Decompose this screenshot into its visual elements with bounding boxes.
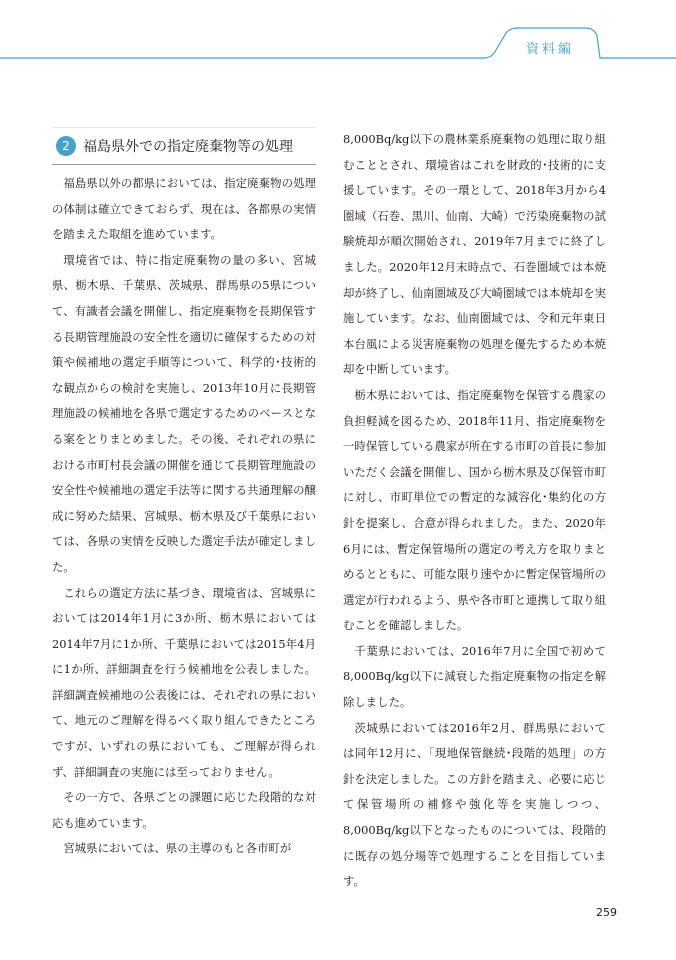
paragraph: 8,000Bq/kg以下の農林業系廃棄物の処理に取り組むこととされ、環境省はこれを財政的･技術的に支援しています。その一環として、2018年3月から4圏域（石巻、黒川、仙南、大崎）で汚染廃棄物の試験焼却が順次開始され、2019年7月までに終了しました。2020年12月末時点で、石巻圏域では本焼却が終了し、仙南圏域及び大崎圏域では本焼却を実施しています。なお、仙南圏域では、令和元年東日本台風による災害廃棄物の処理を優先するため本焼却を中断しています。	[343, 132, 606, 377]
section-title: 福島県外での指定廃棄物等の処理	[83, 139, 293, 155]
section-tab-label: 資料編	[525, 42, 574, 57]
page-number: 259	[596, 906, 617, 919]
header-tab-frame	[0, 0, 676, 70]
paragraph: その一方で、各県ごとの課題に応じた段階的な対応も進めています。	[52, 790, 316, 830]
right-column	[343, 127, 606, 895]
paragraph: 栃木県においては、指定廃棄物を保管する農家の負担軽減を図るため、2018年11月、指定廃棄物を一時保管している農家が所在する市町の首長に参加いただく会議を開催し、国から栃木県及び保管市町に対し、市町単位での暫定的な減容化･集約化の方針を提案し、合意が得られました。また、2020年6月には、暫定保管場所の選定の考え方を取りまとめるとともに、可能な限り速やかに暫定保管場所の選定が行われるよう、県や各市町と連携して取り組むことを確認しました。	[343, 387, 606, 633]
left-column	[52, 127, 316, 862]
paragraph: 千葉県においては、2016年7月に全国で初めて8,000Bq/kg以下に減衰した指定廃棄物の指定を解除しました。	[343, 643, 606, 710]
section-heading	[52, 127, 316, 165]
paragraph: 環境省では、特に指定廃棄物の量の多い、宮城県、栃木県、千葉県、茨城県、群馬県の5県について、有識者会議を開催し、指定廃棄物を長期保管する長期管理施設の安全性を適切に確保するための対策や候補地の選定手順等について、科学的･技術的な観点からの検討を実施し、2013年10月に長期管理施設の候補地を各県で選定するためのベースとなる案をとりまとめました。その後、それぞれの県における市町村長会議の開催を通じて長期管理施設の安全性や候補地の選定手法等に関する共通理解の醸成に努めた結果、宮城県、栃木県及び千葉県においては、各県の実情を反映した選定手法が確定しました。	[52, 252, 316, 574]
paragraph: これらの選定方法に基づき、環境省は、宮城県においては2014年1月に3か所、栃木県においては2014年7月に1か所、千葉県においては2015年4月に1か所、詳細調査を行う候補地を公表しました。詳細調査候補地の公表後には、それぞれの県において、地元のご理解を得るべく取り組んできたところですが、いずれの県においても、ご理解が得られず、詳細調査の実施には至っておりません。	[52, 585, 316, 779]
paragraph: 福島県以外の都県においては、指定廃棄物の処理の体制は確立できておらず、現在は、各都県の実情を踏まえた取組を進めています。	[52, 176, 316, 242]
paragraph: 茨城県においては2016年2月、群馬県においては同年12月に、「現地保管継続･段階的処理」の方針を決定しました。この方針を踏まえ、必要に応じて保管場所の補修や強化等を実施しつつ、8,000Bq/kg以下となったものについては、段階的に既存の処分場等で処理することを目指しています。	[343, 720, 606, 889]
paragraph: 宮城県においては、県の主導のもと各市町が	[63, 841, 292, 856]
section-number-badge: 2	[56, 136, 76, 156]
